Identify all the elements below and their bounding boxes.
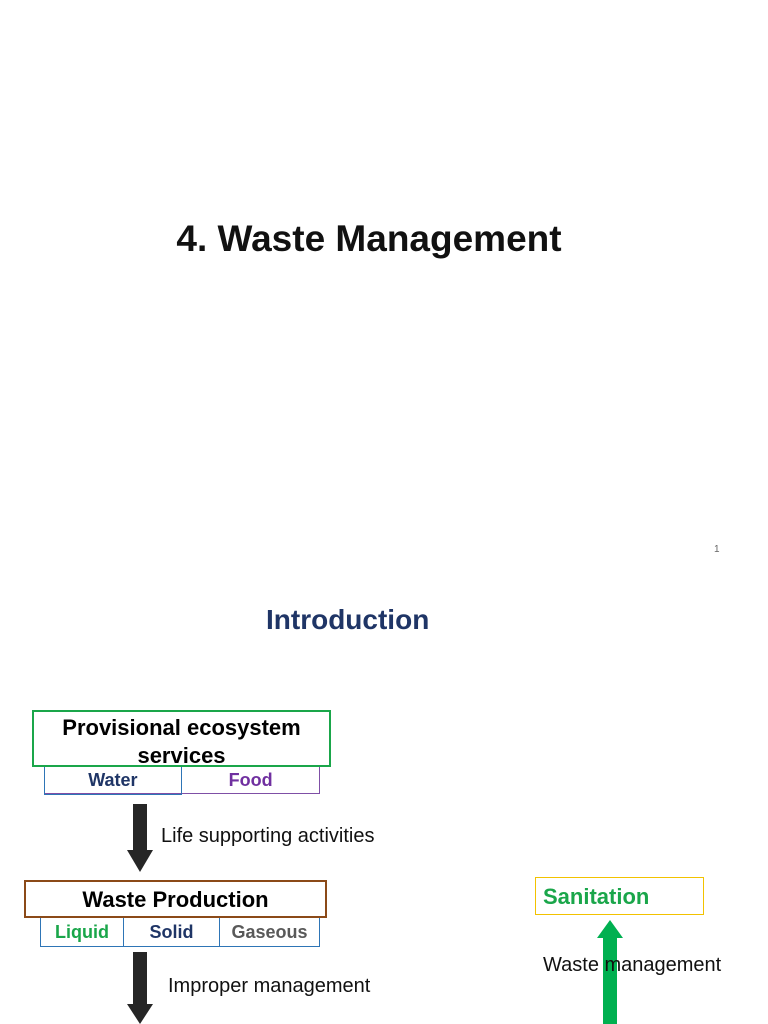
down-arrow-icon (127, 952, 153, 1024)
item-food: Food (228, 770, 273, 790)
waste-production-box: Waste Production (24, 880, 327, 918)
page-number: 1 (714, 544, 720, 555)
provisional-services-box: Provisional ecosystem services (32, 710, 331, 767)
improper-management-label: Improper management (168, 975, 371, 997)
item-gaseous: Gaseous (231, 922, 308, 942)
section-heading: Introduction (266, 604, 430, 635)
item-liquid: Liquid (41, 918, 124, 946)
life-supporting-label: Life supporting activities (161, 825, 375, 847)
provisional-services-items (44, 767, 320, 794)
item-water: Water (44, 767, 183, 795)
item-solid: Solid (124, 918, 220, 946)
sanitation-box: Sanitation (535, 877, 704, 915)
waste-types (40, 918, 320, 947)
down-arrow-icon (127, 804, 153, 872)
waste-management-label: Waste management (543, 954, 722, 976)
slide-title: 4. Waste Management (176, 218, 562, 259)
